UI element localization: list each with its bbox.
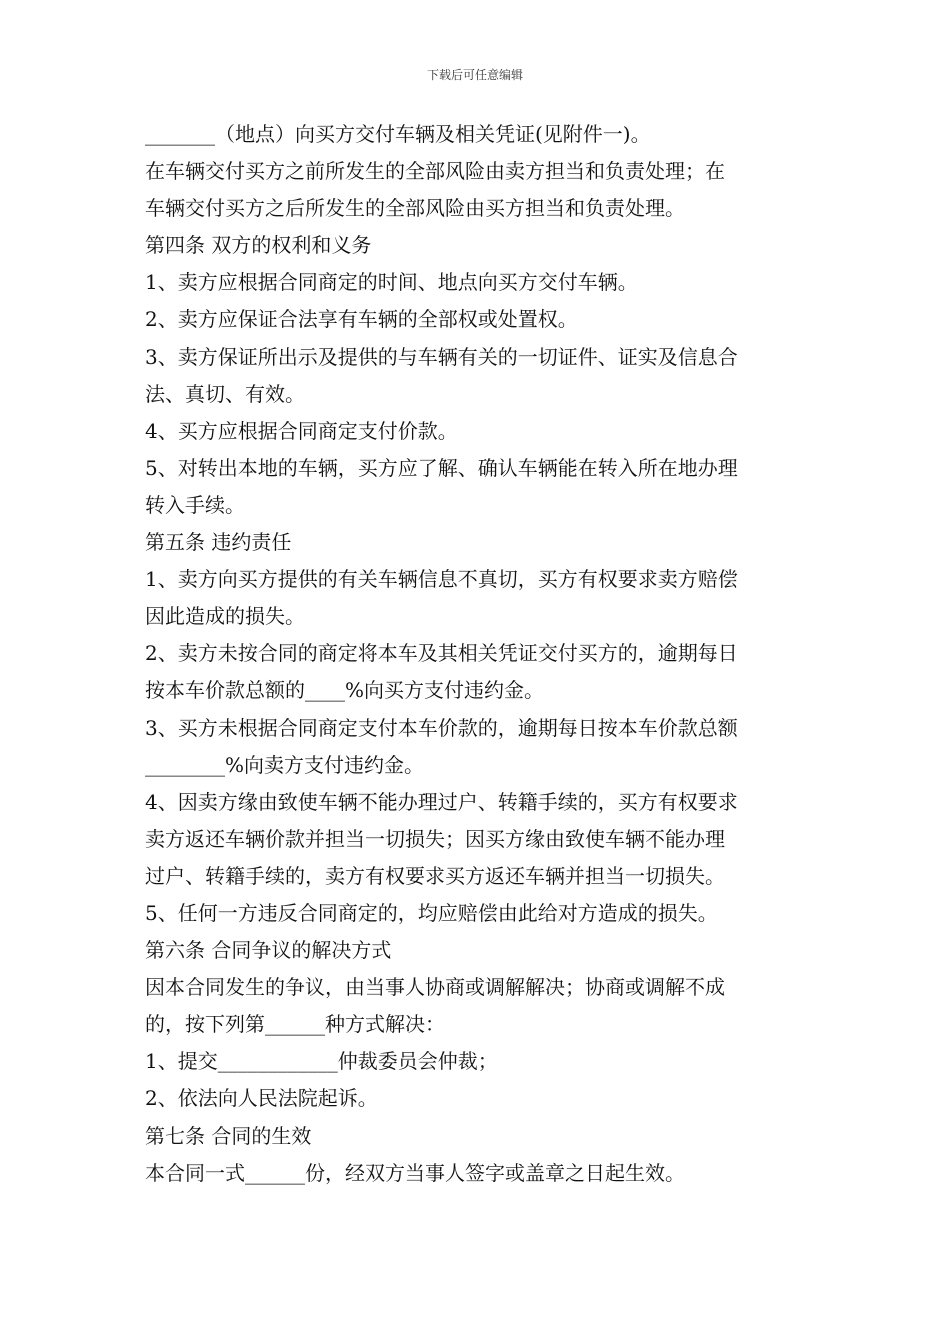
text-line: 2、卖方应保证合法享有车辆的全部权或处置权。 <box>145 307 578 332</box>
text-line: 车辆交付买方之后所发生的全部风险由买方担当和负责处理。 <box>145 196 685 221</box>
text-line: 3、卖方保证所出示及提供的与车辆有关的一切证件、证实及信息合 <box>145 344 738 369</box>
text-line: 在车辆交付买方之前所发生的全部风险由卖方担当和负责处理；在 <box>145 159 725 184</box>
text-line: 1、卖方应根据合同商定的时间、地点向买方交付车辆。 <box>145 270 638 295</box>
text-line: 的，按下列第______种方式解决： <box>145 1012 445 1037</box>
text-line: 5、任何一方违反合同商定的，均应赔偿由此给对方造成的损失。 <box>145 900 718 925</box>
text-line: 4、因卖方缘由致使车辆不能办理过户、转籍手续的，买方有权要求 <box>145 789 738 814</box>
text-line: 本合同一式______份，经双方当事人签字或盖章之日起生效。 <box>145 1160 685 1185</box>
text-line: 4、买方应根据合同商定支付价款。 <box>145 418 458 443</box>
text-line: 1、提交____________仲裁委员会仲裁； <box>145 1049 498 1074</box>
text-line: 3、买方未根据合同商定支付本车价款的，逾期每日按本车价款总额 <box>145 715 738 740</box>
section-heading: 第五条 违约责任 <box>145 530 292 555</box>
text-line: _______（地点）向买方交付车辆及相关凭证(见附件一)。 <box>145 122 651 146</box>
text-line: 法、真切、有效。 <box>145 381 305 406</box>
text-line: ________%向卖方支付违约金。 <box>145 752 425 777</box>
text-line: 1、卖方向买方提供的有关车辆信息不真切，买方有权要求卖方赔偿 <box>145 567 738 592</box>
text-line: 卖方返还车辆价款并担当一切损失；因买方缘由致使车辆不能办理 <box>145 826 725 851</box>
text-line: 转入手续。 <box>145 492 245 517</box>
section-heading: 第六条 合同争议的解决方式 <box>145 938 392 963</box>
section-heading: 第四条 双方的权利和义务 <box>145 233 372 258</box>
text-line: 因此造成的损失。 <box>145 604 305 629</box>
section-heading: 第七条 合同的生效 <box>145 1123 312 1148</box>
text-line: 因本合同发生的争议，由当事人协商或调解解决；协商或调解不成 <box>145 975 725 1000</box>
text-line: 2、依法向人民法院起诉。 <box>145 1086 378 1111</box>
text-line: 2、卖方未按合同的商定将本车及其相关凭证交付买方的，逾期每日 <box>145 641 738 666</box>
text-line: 按本车价款总额的____%向买方支付违约金。 <box>145 678 545 703</box>
page-header: 下载后可任意编辑 <box>426 68 523 82</box>
document-body <box>145 116 810 1192</box>
text-line: 5、对转出本地的车辆，买方应了解、确认车辆能在转入所在地办理 <box>145 455 738 480</box>
text-line: 过户、转籍手续的，卖方有权要求买方返还车辆并担当一切损失。 <box>145 863 725 888</box>
